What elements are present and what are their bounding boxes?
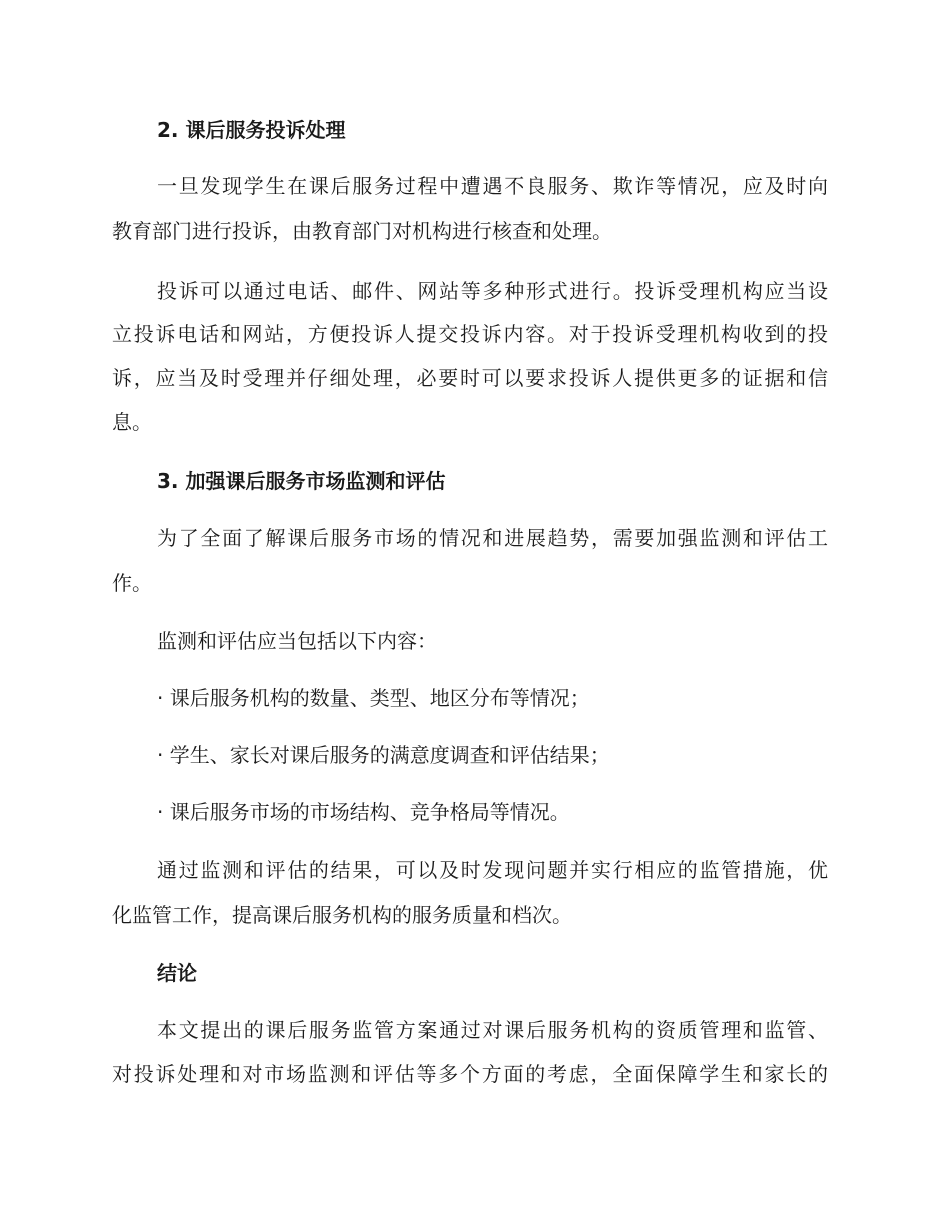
section-heading-complaints: 2. 课后服务投诉处理	[157, 118, 346, 142]
bullet-item: · 课后服务机构的数量、类型、地区分布等情况；	[157, 686, 590, 710]
paragraph-line: 本文提出的课后服务监管方案通过对课后服务机构的资质管理和监管、	[157, 1018, 828, 1042]
paragraph-line: 通过监测和评估的结果，可以及时发现问题并实行相应的监管措施，优	[157, 858, 828, 882]
paragraph-line: 监测和评估应当包括以下内容：	[157, 629, 437, 653]
section-heading-conclusion: 结论	[157, 961, 197, 985]
paragraph-line: 作。	[112, 571, 152, 595]
section-heading-monitoring: 3. 加强课后服务市场监测和评估	[157, 469, 446, 493]
paragraph-line: 化监管工作，提高课后服务机构的服务质量和档次。	[112, 903, 572, 927]
paragraph-line: 息。	[112, 410, 152, 434]
paragraph-line: 诉，应当及时受理并仔细处理，必要时可以要求投诉人提供更多的证据和信	[112, 366, 828, 390]
paragraph-line: 对投诉处理和对市场监测和评估等多个方面的考虑，全面保障学生和家长的	[112, 1062, 828, 1086]
paragraph-line: 立投诉电话和网站，方便投诉人提交投诉内容。对于投诉受理机构收到的投	[112, 322, 828, 346]
bullet-item: · 课后服务市场的市场结构、竞争格局等情况。	[157, 800, 570, 824]
paragraph-line: 教育部门进行投诉，由教育部门对机构进行核查和处理。	[112, 219, 612, 243]
paragraph-line: 为了全面了解课后服务市场的情况和进展趋势，需要加强监测和评估工	[157, 526, 828, 550]
paragraph-line: 一旦发现学生在课后服务过程中遭遇不良服务、欺诈等情况，应及时向	[157, 174, 828, 198]
bullet-item: · 学生、家长对课后服务的满意度调查和评估结果；	[157, 743, 610, 767]
paragraph-line: 投诉可以通过电话、邮件、网站等多种形式进行。投诉受理机构应当设	[157, 279, 828, 303]
